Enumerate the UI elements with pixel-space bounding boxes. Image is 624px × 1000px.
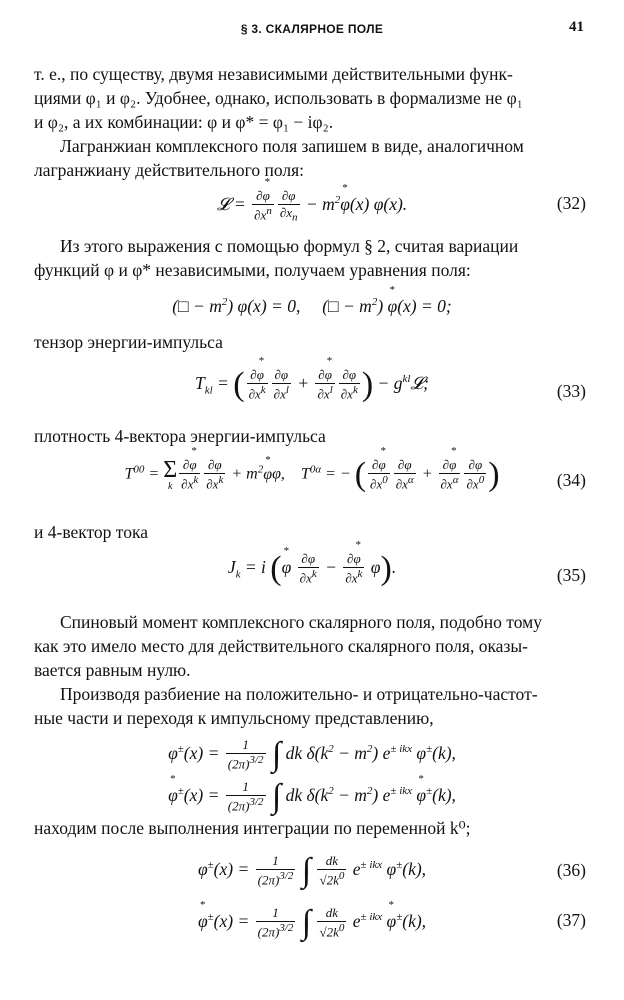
equation-number: (37): [556, 910, 586, 930]
paragraph-line: тензор энергии-импульса: [34, 332, 223, 352]
page-number: 41: [569, 19, 584, 35]
expansion-phi: φ±(x) = $\frac{1}{(2\pi)^{3/2}}$ ∫ dk $\delta(k^2 - m^2)$ $e^{\pm ikx}$ φ±(k),: [168, 736, 456, 773]
paragraph-line: вается равным нулю.: [34, 660, 191, 680]
equation-number: (36): [556, 860, 586, 880]
paragraph-line: Производя разбиение на положительно- и отрицательно-частот-: [60, 684, 538, 704]
paragraph-line: лагранжиану действительного поля:: [34, 160, 304, 180]
equation-33: $T_{kl}$ = ( $\frac{\partial* \varphi}{\partial x^k}$ $\frac{\partial\varphi}{\partial x^l}$ + $\frac{\partial* \varphi}{\partial x^l}$ $\frac{\partial\varphi}{\partial x^k}$ ) − $g^{kl}𝓛$;: [0, 366, 624, 404]
equation-number: (34): [556, 470, 586, 490]
paragraph-line: т. е., по существу, двумя независимыми действительными функ-: [34, 64, 513, 84]
equation-35: $J_k = i$ (* φ $\frac{\partial\varphi}{\partial x^k}$ − $\frac{\partial* \varphi}{\partial x^k}$ φ).: [0, 550, 624, 588]
equation-34: $T^{00}$ = Σ k $\frac{\partial* \varphi}{\partial x^k}$ $\frac{\partial\varphi}{\partial x^k}$ + $m^2*$ φφ, $T^{0\alpha}$ = − ( $\frac{\partial* \varphi}{\partial x^0}$ $\frac{\partial\varphi}{\partial x^\alpha}$ + $\frac{\partial* \varphi}{\partial x^\alpha}$ $\frac{\partial\varphi}{\partial x^0}$ ): [0, 456, 624, 494]
running-header: § 3. СКАЛЯРНОЕ ПОЛЕ: [240, 22, 384, 36]
equation-32: 𝓛 = $\frac{\partial* \varphi}{\partial x^n}$ $\frac{\partial\varphi}{\partial x_n}$ − $m^2*$ φ(x) φ(x).: [0, 188, 624, 224]
paragraph-line: как это имело место для действительного скалярного поля, оказы-: [34, 636, 528, 656]
equation-37: * φ±(x) = $\frac{1}{(2\pi)^{3/2}}$ ∫ $\frac{dk}{√2k^0}$ $e^{\pm ikx} * \varphi^\pm(k)$,: [0, 904, 624, 942]
paragraph-line: ные части и переходя к импульсному представлению,: [34, 708, 434, 728]
paragraph-line: находим после выполнения интеграции по переменной k⁰;: [34, 818, 471, 838]
equation-number: (35): [556, 565, 586, 585]
paragraph-line: циями φ₁ и φ₂. Удобнее, однако, использовать в формализме не φ₁: [34, 88, 523, 108]
paragraph-line: функций φ и φ* независимыми, получаем уравнения поля:: [34, 260, 471, 280]
paragraph-line: плотность 4-вектора энергии-импульса: [34, 426, 326, 446]
equation-36: φ±(x) = $\frac{1}{(2\pi)^{3/2}}$ ∫ $\frac{dk}{√2k^0}$ $e^{\pm ikx}$ φ±(k),: [197, 852, 427, 889]
paragraph-line: и 4-вектор тока: [34, 522, 148, 542]
paragraph-line: Из этого выражения с помощью формул § 2, считая вариации: [60, 236, 519, 256]
equation-number: (33): [556, 381, 586, 401]
paragraph-line: Спиновый момент комплексного скалярного поля, подобно тому: [60, 612, 542, 632]
field-equations: (□ − $m^2$) φ(x) = 0, (□ − $m^2) * \varphi(x) = 0$;: [0, 296, 624, 317]
paragraph-line: и φ₂, а их комбинации: φ и φ* = φ₁ − iφ₂.: [34, 112, 334, 132]
equation-number: (32): [556, 193, 586, 213]
paragraph-line: Лагранжиан комплексного поля запишем в виде, аналогичном: [60, 136, 524, 156]
expansion-phi-conjugate: * φ±(x) = $\frac{1}{(2\pi)^{3/2}}$ ∫ dk $\delta(k^2 - m^2)$ $e^{\pm ikx} * \varphi^\pm(k)$,: [0, 778, 624, 816]
